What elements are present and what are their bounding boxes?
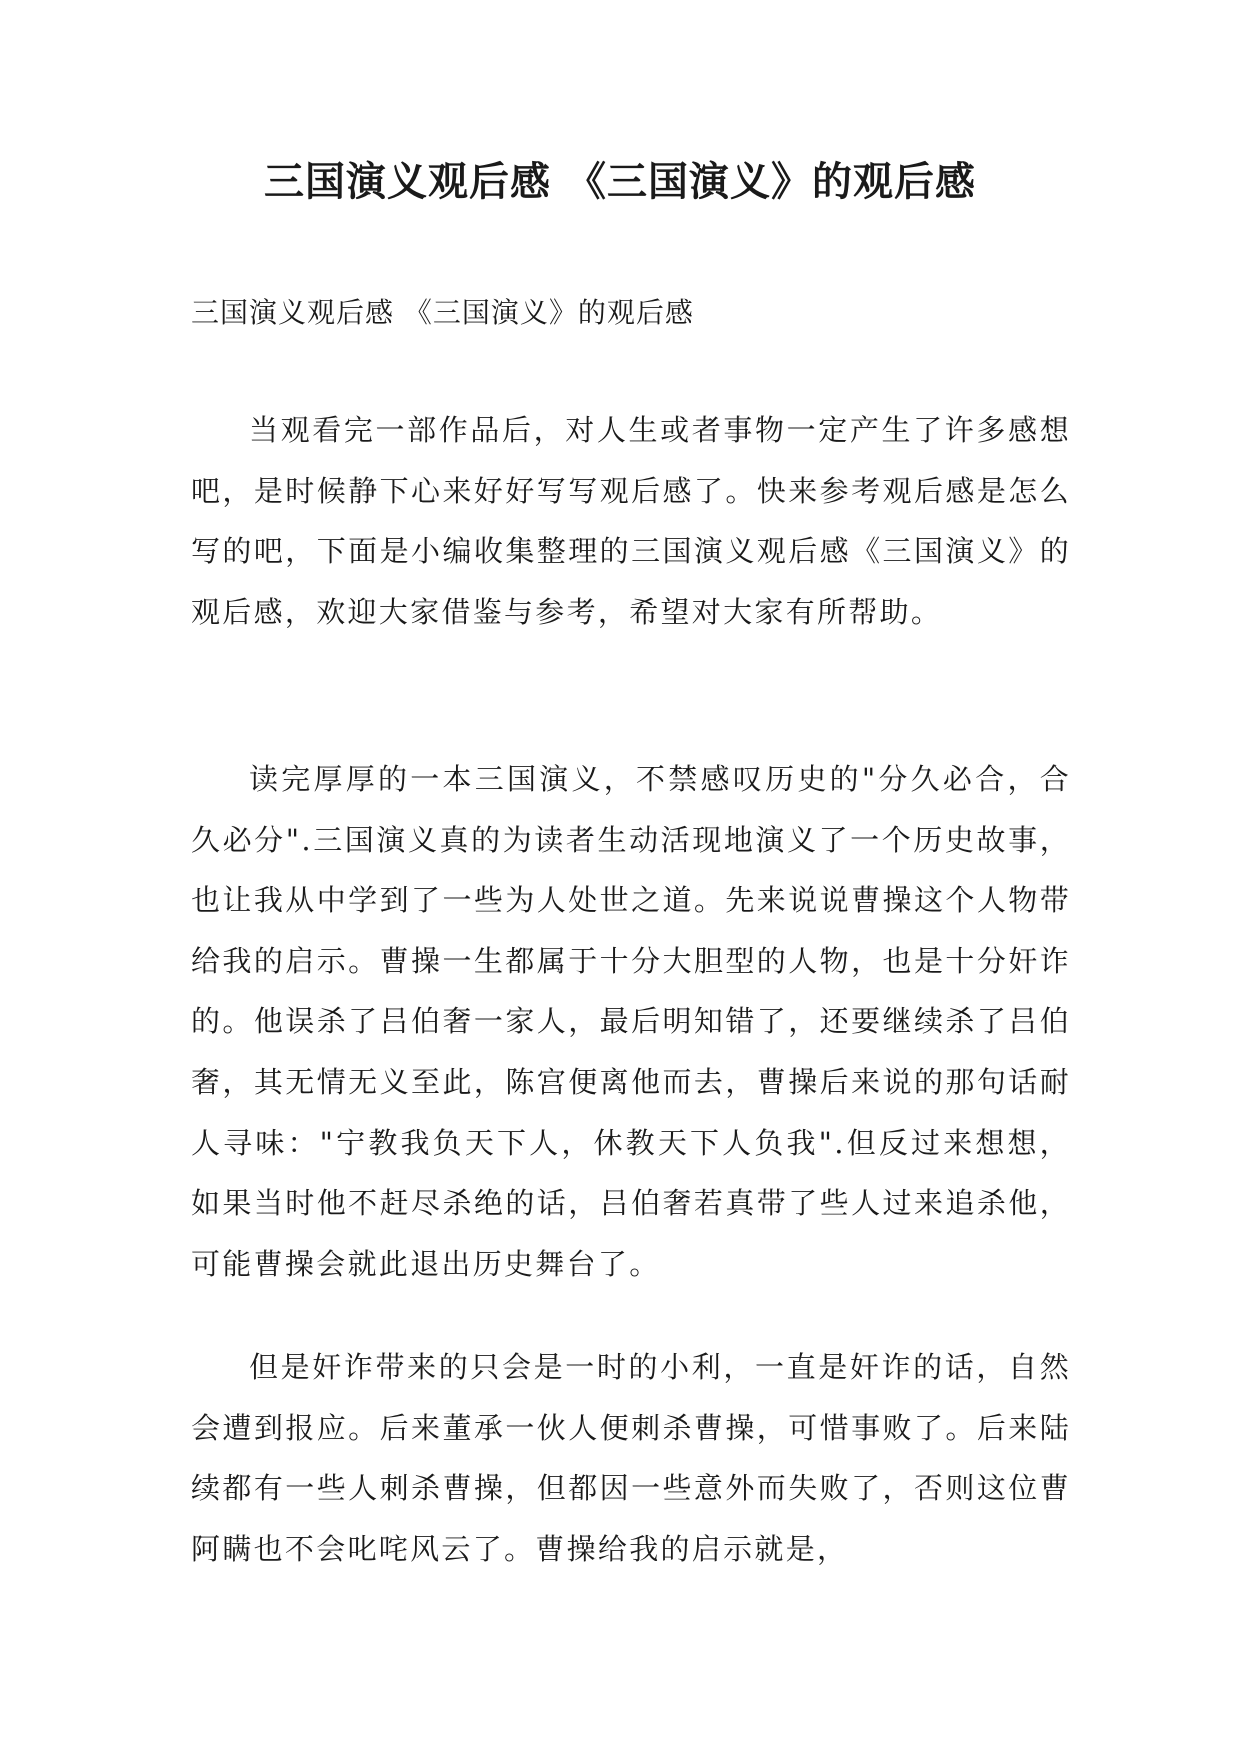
paragraph-cao-cao: 读完厚厚的一本三国演义，不禁感叹历史的"分久必合，合久必分".三国演义真的为读者生动活现地演义了一个历史故事，也让我从中学到了一些为人处世之道。先来说说曹操这个人物带给我的启示。曹操一生都属于十分大胆型的人物，也是十分奸诈的。他误杀了吕伯奢一家人，最后明知错了，还要继续杀了吕伯奢，其无情无义至此，陈宫便离他而去，曹操后来说的那句话耐人寻味："宁教我负天下人，休教天下人负我".但反过来想想，如果当时他不赶尽杀绝的话，吕伯奢若真带了些人过来追杀他，可能曹操会就此退出历史舞台了。 [191, 762, 1071, 1281]
document-subtitle: 三国演义观后感 《三国演义》的观后感 [191, 296, 694, 329]
document-title: 三国演义观后感 《三国演义》的观后感 [264, 158, 976, 205]
paragraph-intro: 当观看完一部作品后，对人生或者事物一定产生了许多感想吧，是时候静下心来好好写写观后感了。快来参考观后感是怎么写的吧，下面是小编收集整理的三国演义观后感《三国演义》的观后感，欢迎大家借鉴与参考，希望对大家有所帮助。 [191, 413, 1071, 629]
paragraph-consequence: 但是奸诈带来的只会是一时的小利，一直是奸诈的话，自然会遭到报应。后来董承一伙人便刺杀曹操，可惜事败了。后来陆续都有一些人刺杀曹操，但都因一些意外而失败了，否则这位曹阿瞒也不会叱咤风云了。曹操给我的启示就是， [191, 1350, 1071, 1566]
